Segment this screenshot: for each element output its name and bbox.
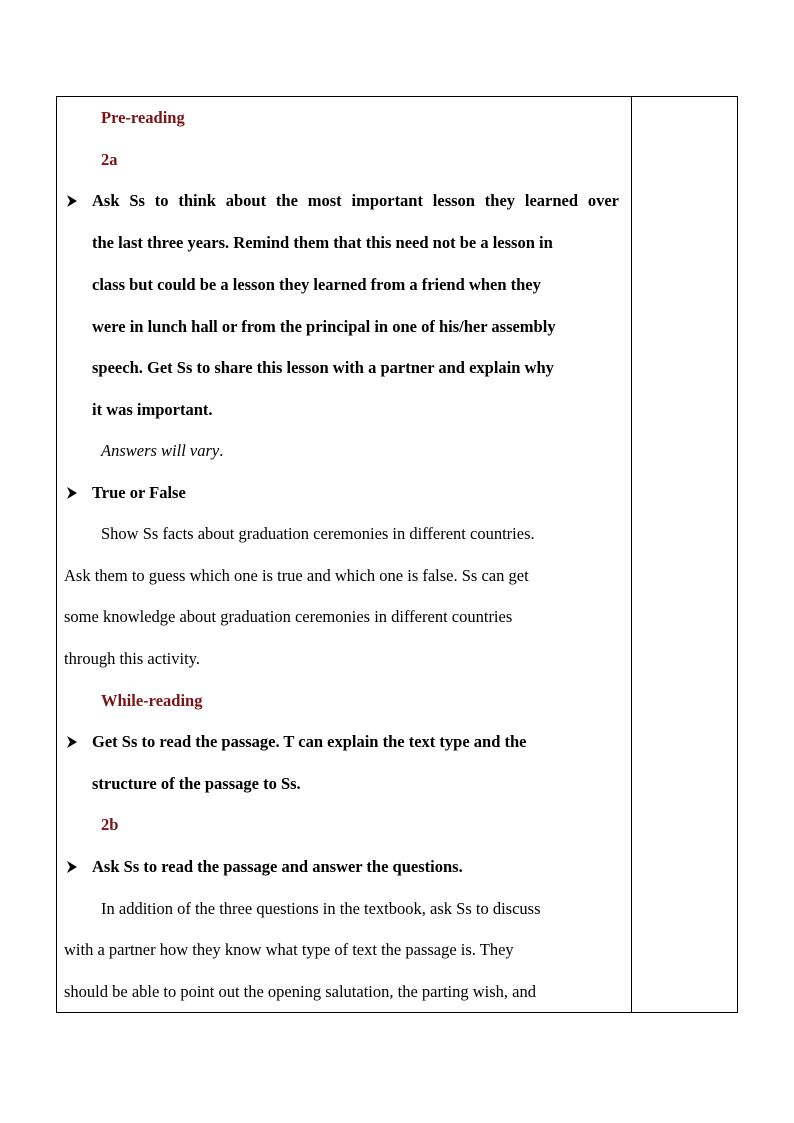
true-false-title: True or False	[92, 483, 186, 502]
arrow-bullet-icon	[65, 483, 79, 503]
notes-cell	[632, 97, 737, 1012]
final-paragraph-line-3: should be able to point out the opening salutation, the parting wish, and	[64, 982, 537, 1001]
section-2a-heading: 2a	[101, 150, 118, 169]
tf-paragraph-line-4: through this activity.	[64, 649, 200, 668]
bullet1-line-2: the last three years. Remind them that this need not be a lesson in	[92, 233, 553, 252]
answers-note	[101, 441, 223, 461]
arrow-bullet-icon	[65, 857, 79, 877]
bullet1-line-6: it was important.	[92, 400, 213, 419]
bullet1-line-4: were in lunch hall or from the principal in one of his/her assembly	[92, 317, 556, 336]
bullet1-line-3: class but could be a lesson they learned from a friend when they	[92, 275, 541, 294]
tf-paragraph-line-1: Show Ss facts about graduation ceremonies in different countries.	[101, 524, 535, 543]
lesson-plan-table	[56, 96, 738, 1013]
section-2b-heading: 2b	[101, 815, 119, 834]
final-paragraph-line-2: with a partner how they know what type of text the passage is. They	[64, 940, 514, 959]
arrow-bullet-icon	[65, 191, 79, 211]
tf-paragraph-line-2: Ask them to guess which one is true and which one is false. Ss can get	[64, 566, 529, 585]
while-reading-heading: While-reading	[101, 691, 203, 710]
arrow-bullet-icon	[65, 732, 79, 752]
bullet1-line-1: Ask Ss to think about the most important lesson they learned over	[92, 191, 619, 210]
answers-note-text: Answers will vary	[101, 441, 220, 460]
bullet3-line-1: Get Ss to read the passage. T can explain the text type and the	[92, 732, 527, 751]
bullet3-line-2: structure of the passage to Ss.	[92, 774, 301, 793]
pre-reading-heading: Pre-reading	[101, 108, 185, 127]
final-paragraph-line-1: In addition of the three questions in the textbook, ask Ss to discuss	[101, 899, 541, 918]
bullet4-text: Ask Ss to read the passage and answer the questions.	[92, 857, 463, 876]
answers-note-period: .	[219, 441, 224, 460]
procedure-cell	[57, 97, 631, 1012]
tf-paragraph-line-3: some knowledge about graduation ceremonies in different countries	[64, 607, 513, 626]
bullet1-line-5: speech. Get Ss to share this lesson with a partner and explain why	[92, 358, 554, 377]
